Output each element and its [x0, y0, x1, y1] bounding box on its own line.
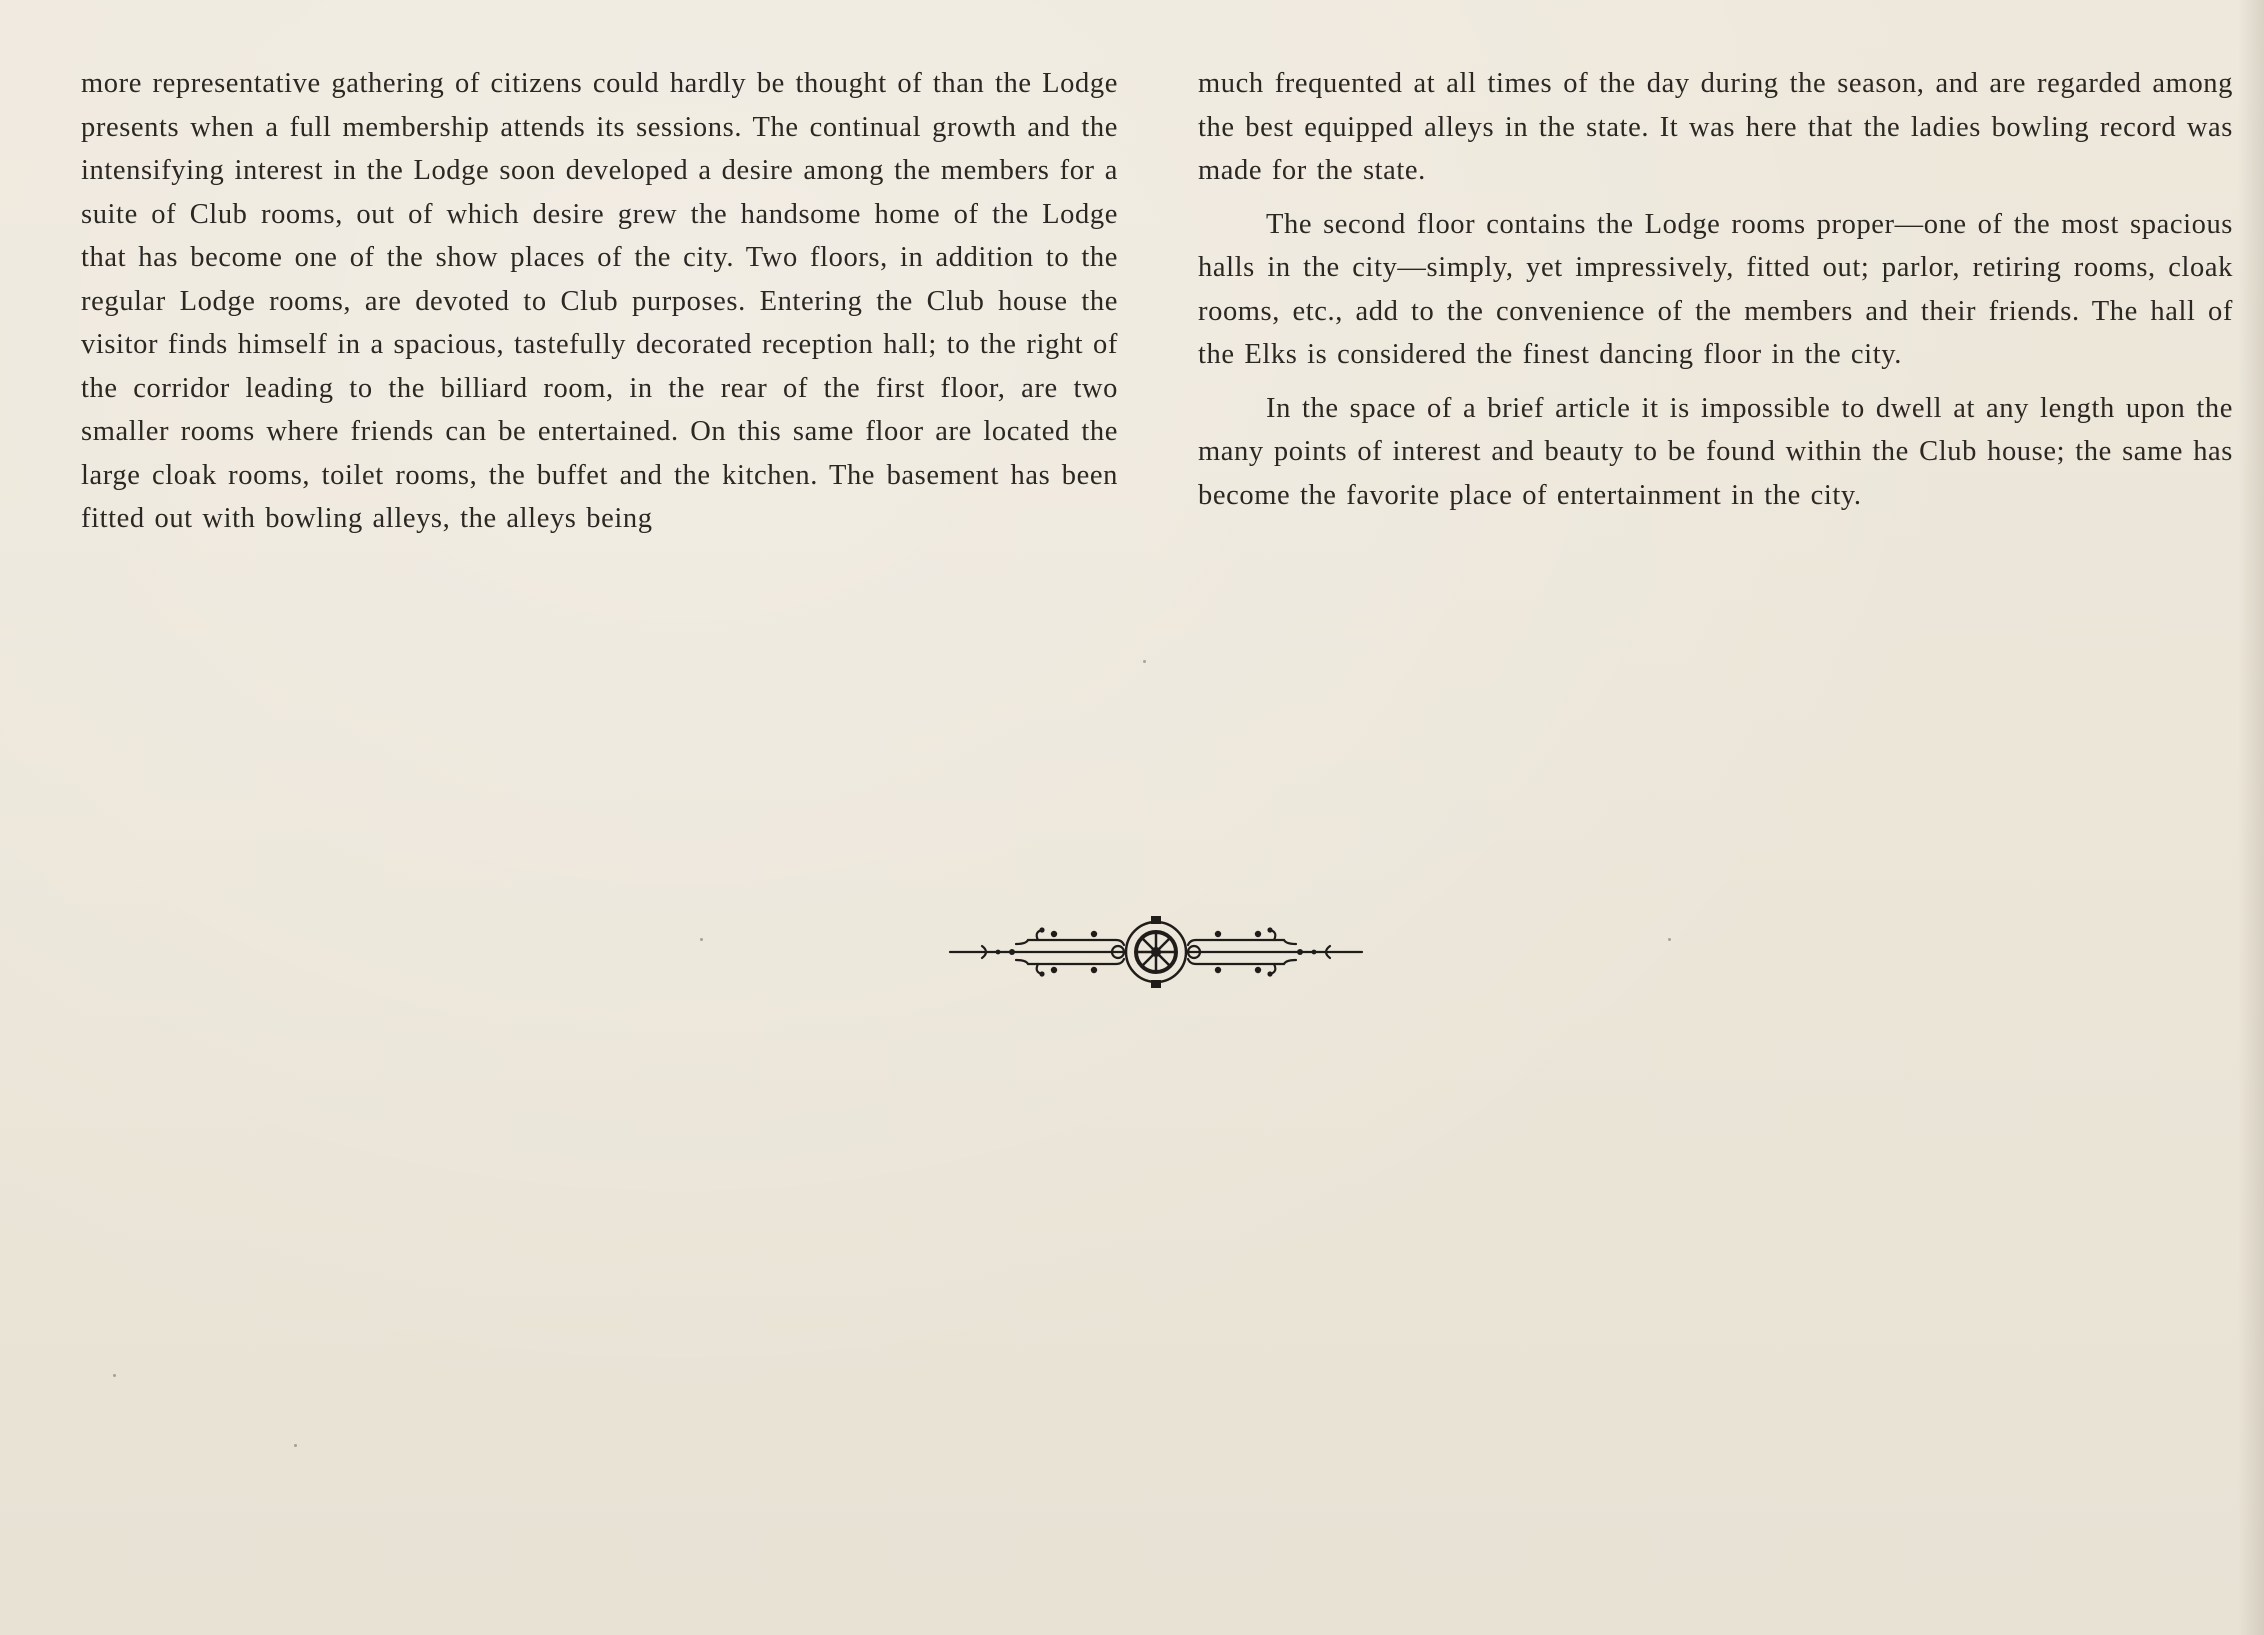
- right-paragraph-2: The second floor contains the Lodge rooms proper—one of the most spacious halls in the city—simply, yet impressively, fitted out; parlor, retiring rooms, cloak rooms, etc., add to the convenience of the members and their friends. The hall of the Elks is considered the finest dancing floor in the city.: [1198, 208, 2233, 370]
- paper-speck: [700, 938, 703, 941]
- left-paragraph: more representative gathering of citizens could hardly be thought of than the Lodge presents when a full membership attends its sessions. The continual growth and the intensifying interest in the Lodge soon developed a desire among the members for a suite of Club rooms, out of which desire grew the handsome home of the Lodge that has become one of the show places of the city. Two floors, in addition to the regular Lodge rooms, are devoted to Club purposes. Entering the Club house the visitor finds himself in a spacious, tastefully decorated reception hall; to the right of the corridor leading to the billiard room, in the rear of the first floor, are two smaller rooms where friends can be entertained. On this same floor are located the large cloak rooms, toilet rooms, the buffet and the kitchen. The basement has been fitted out with bowling alleys, the alleys being: [81, 68, 1118, 534]
- right-paragraph-1: much frequented at all times of the day during the season, and are regarded among the best equipped alleys in the state. It was here that the ladies bowling record was made for the state.: [1198, 68, 2233, 186]
- paper-speck: [1143, 660, 1146, 663]
- right-paragraph-3: In the space of a brief article it is impossible to dwell at any length upon the many points of interest and beauty to be found within the Club house; the same has become the favorite place of entertainment in the city.: [1198, 392, 2233, 511]
- paper-speck: [294, 1444, 297, 1447]
- paper-speck: [113, 1374, 116, 1377]
- left-text-column: [81, 62, 1118, 541]
- paper-speck: [1668, 938, 1671, 941]
- right-text-column: [1198, 62, 2233, 517]
- printers-ornament-icon: [946, 912, 1366, 992]
- page-edge-shadow: [2238, 0, 2264, 1635]
